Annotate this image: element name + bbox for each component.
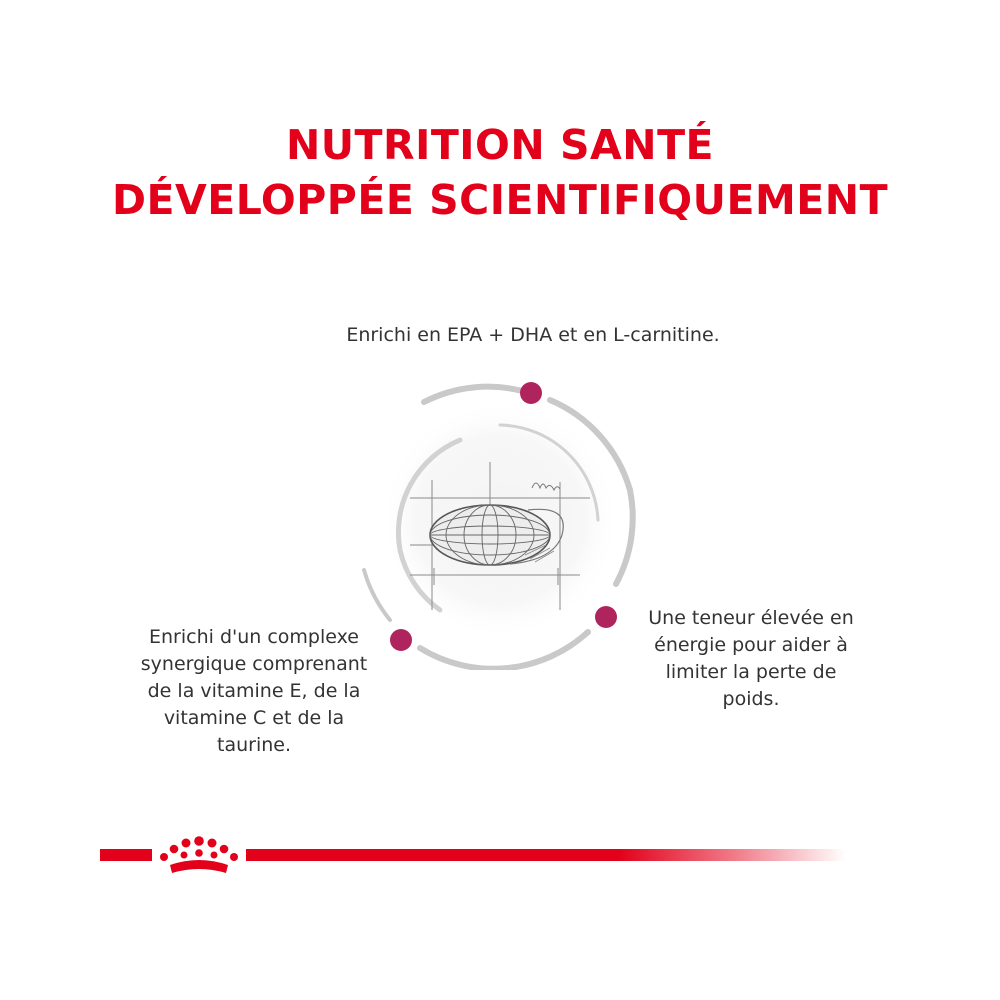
marker-dot-right [595,606,617,628]
title-line-2: DÉVELOPPÉE SCIENTIFIQUEMENT [111,176,889,224]
benefit-epa-dha: Enrichi en EPA + DHA et en L-carnitine. [346,324,720,346]
page-title [0,118,1000,228]
kibble-diagram [350,370,650,670]
benefit-antioxidants: Enrichi d'un complexe synergique comprenant de la vitamine E, de la vitamine C et de la taurine. [140,626,368,756]
brand-bar-right [246,849,846,861]
marker-dot-left [390,629,412,651]
ring-arc-top [424,387,526,402]
brand-bar [100,849,845,863]
title-line-1: NUTRITION SANTÉ [285,121,715,169]
kibble-sketch-icon [350,370,650,670]
brand-bar-left [100,849,152,861]
royal-canin-crown-icon [156,835,242,877]
benefit-energy: Une teneur élevée en énergie pour aider à limiter la perte de poids. [648,607,854,710]
marker-dot-top [520,382,542,404]
